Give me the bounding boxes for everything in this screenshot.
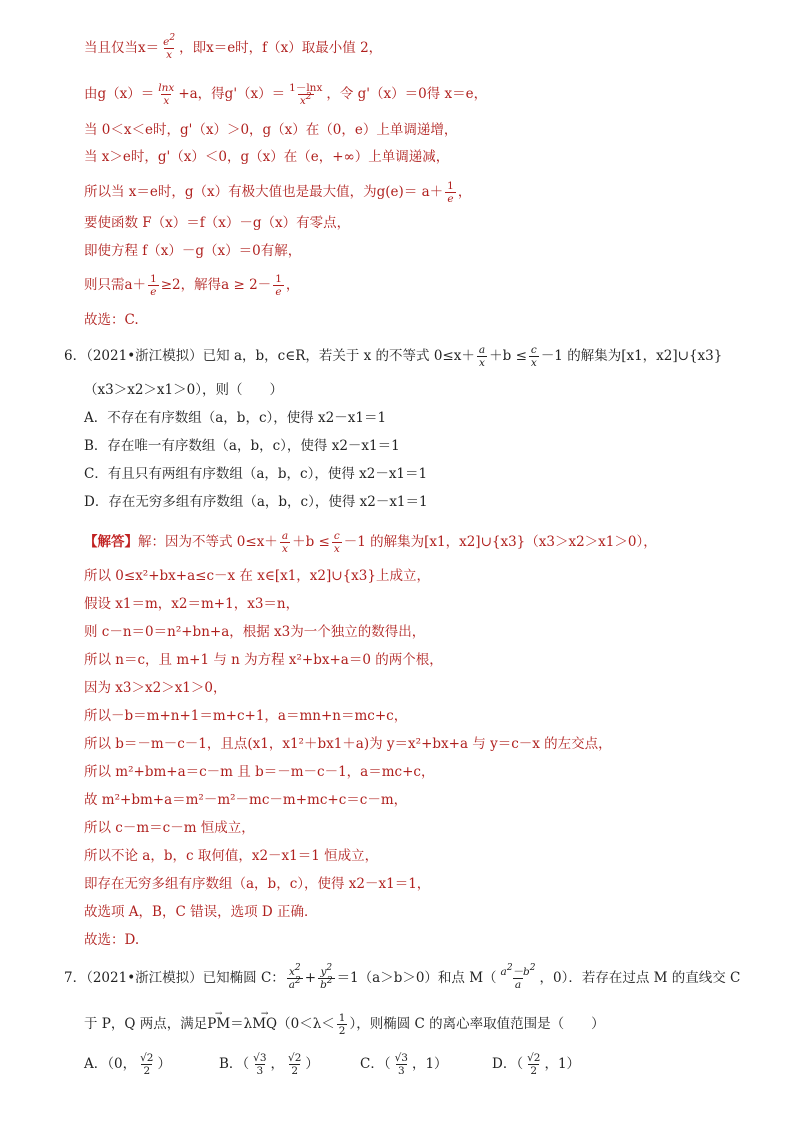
q6-sol-line: 即存在无穷多组有序数组（a，b，c），使得 x2－x1＝1，: [84, 876, 431, 892]
q6-sol-line: 所以 n＝c，且 m+1 与 n 为方程 x²+bx+a＝0 的两个根，: [84, 652, 443, 668]
sol5-line-7: 即使方程 f（x）－g（x）＝0有解，: [84, 243, 302, 259]
answer-label: 【解答】: [84, 534, 138, 550]
q7-stem-line-1: 7．（2021•浙江模拟）已知椭圆 C： $\frac{x^2}{a^2}$ + $\frac{y^2}{b^2}$ ＝1（a＞b＞0）和点 M（ $\frac{a^2-b^2}{a}$ ，0）．若存在过点 M 的直线交 C: [64, 963, 741, 991]
fraction: $\frac{√2}{2}$: [140, 1052, 154, 1077]
vector-mq: → MQ: [252, 1014, 277, 1034]
q6-sol-line: 故选：D.: [84, 932, 140, 948]
sol5-line-9: 故选：C.: [84, 312, 139, 328]
q6-option-c: C．有且只有两组有序数组（a，b，c），使得 x2－x1＝1: [84, 466, 428, 482]
q7-stem-line-2: 于 P，Q 两点，满足→ PM＝λ→ MQ（0＜λ＜ $\frac{1}{2}$ ），则椭圆 C 的离心率取值范围是（ ）: [84, 1012, 605, 1037]
sol5-line-6: 要使函数 F（x）＝f（x）－g（x）有零点，: [84, 215, 351, 231]
q6-sol-line: 假设 x1＝m，x2＝m+1，x3＝n，: [84, 596, 300, 612]
sol5-line-2: 由g（x）＝ $\frac{\ln x}{x}$ +a，得g'（x）＝ $\frac{1-\ln x}{x^2}$ ，令 g'（x）＝0得 x＝e，: [84, 82, 488, 107]
q6-sol-line: 故 m²+bm+a＝m²－m²－mc－m+mc+c＝c－m，: [84, 792, 408, 808]
fraction: $\frac{√3}{3}$: [253, 1052, 267, 1077]
sol5-line-3: 当 0＜x＜e时，g'（x）＞0，g（x）在（0，e）上单调递增，: [84, 122, 458, 138]
fraction: $\frac{e^2}{x}$: [163, 33, 176, 61]
q6-solution-head: 【解答】解：因为不等式 0≤x＋ $\frac{a}{x}$ ＋b ≤ $\frac{c}{x}$ －1 的解集为[x1，x2]∪{x3}（x3＞x2＞x1＞0），: [84, 530, 657, 555]
q6-option-a: A．不存在有序数组（a，b，c），使得 x2－x1＝1: [84, 410, 387, 426]
fraction: $\frac{1}{e}$: [447, 180, 454, 205]
sol5-line-8: 则只需a＋ $\frac{1}{e}$ ≥2，解得a ≥ 2－ $\frac{1}{e}$ ，: [84, 273, 300, 298]
q7-option-a: A．（0， $\frac{√2}{2}$ ）: [84, 1052, 171, 1077]
fraction: $\frac{1}{2}$: [338, 1012, 346, 1037]
vector-pm: → PM: [207, 1014, 230, 1034]
fraction: $\frac{√2}{2}$: [288, 1052, 302, 1077]
fraction: $\frac{1}{e}$: [150, 273, 157, 298]
q6-sol-line: 所以 0≤x²+bx+a≤c－x 在 x∈[x1，x2]∪{x3}上成立，: [84, 568, 430, 584]
q6-sol-line: 所以 m²+bm+a＝c－m 且 b＝－m－c－1，a＝mc+c，: [84, 764, 435, 780]
fraction: $\frac{√3}{3}$: [394, 1052, 408, 1077]
fraction: $\frac{x^2}{a^2}$: [288, 963, 301, 991]
q6-sol-line: 则 c－n＝0＝n²+bn+a，根据 x3为一个独立的数得出，: [84, 624, 426, 640]
q6-option-b: B．存在唯一有序数组（a，b，c），使得 x2－x1＝1: [84, 438, 400, 454]
sol5-line-5: 所以当 x＝e时，g（x）有极大值也是最大值，为g(e)＝ a＋ $\frac{1}{e}$ ，: [84, 180, 472, 205]
sol5-line-1: 当且仅当x＝ $\frac{e^2}{x}$ ，即x＝e时，f（x）取最小值 2，: [84, 33, 383, 61]
fraction: $\frac{1}{e}$: [275, 273, 282, 298]
q6-stem-line-1: 6．（2021•浙江模拟）已知 a，b，c∈R，若关于 x 的不等式 0≤x＋ $\frac{a}{x}$ ＋b ≤ $\frac{c}{x}$ －1 的解集为[x1，x2]∪{x3}: [64, 344, 723, 369]
q6-option-d: D．存在无穷多组有序数组（a，b，c），使得 x2－x1＝1: [84, 494, 428, 510]
q6-sol-line: 因为 x3＞x2＞x1＞0，: [84, 680, 227, 696]
fraction: $\frac{c}{x}$: [333, 530, 340, 555]
q6-sol-line: 故选项 A，B，C 错误，选项 D 正确．: [84, 904, 318, 920]
fraction: $\frac{a}{x}$: [281, 530, 289, 555]
fraction: $\frac{c}{x}$: [530, 344, 537, 369]
fraction: $\frac{\ln x}{x}$: [158, 82, 175, 107]
fraction: $\frac{a^2-b^2}{a}$: [500, 963, 536, 991]
q6-sol-line: 所以 b＝－m－c－1，且点(x1，x1²＋bx1＋a)为 y＝x²+bx+a 与 y＝c－x 的左交点，: [84, 736, 612, 752]
q7-option-d: D．（ $\frac{√2}{2}$ ，1）: [492, 1052, 581, 1077]
fraction: $\frac{√2}{2}$: [527, 1052, 541, 1077]
q7-option-c: C．（ $\frac{√3}{3}$ ，1）: [360, 1052, 448, 1077]
fraction: $\frac{1-\ln x}{x^2}$: [289, 82, 323, 107]
q6-sol-line: 所以－b＝m+n+1＝m+c+1，a＝mn+n＝mc+c，: [84, 708, 408, 724]
fraction: $\frac{y^2}{b^2}$: [320, 963, 333, 991]
q7-option-b: B．（ $\frac{√3}{3}$ ， $\frac{√2}{2}$ ）: [219, 1052, 319, 1077]
sol5-line-4: 当 x＞e时，g'（x）＜0，g（x）在（e，+∞）上单调递减，: [84, 149, 450, 165]
q6-stem-line-2: （x3＞x2＞x1＞0），则（ ）: [84, 382, 283, 398]
q6-sol-line: 所以不论 a，b，c 取何值，x2－x1＝1 恒成立，: [84, 848, 379, 864]
fraction: $\frac{a}{x}$: [478, 344, 486, 369]
q6-sol-line: 所以 c－m＝c－m 恒成立，: [84, 820, 255, 836]
